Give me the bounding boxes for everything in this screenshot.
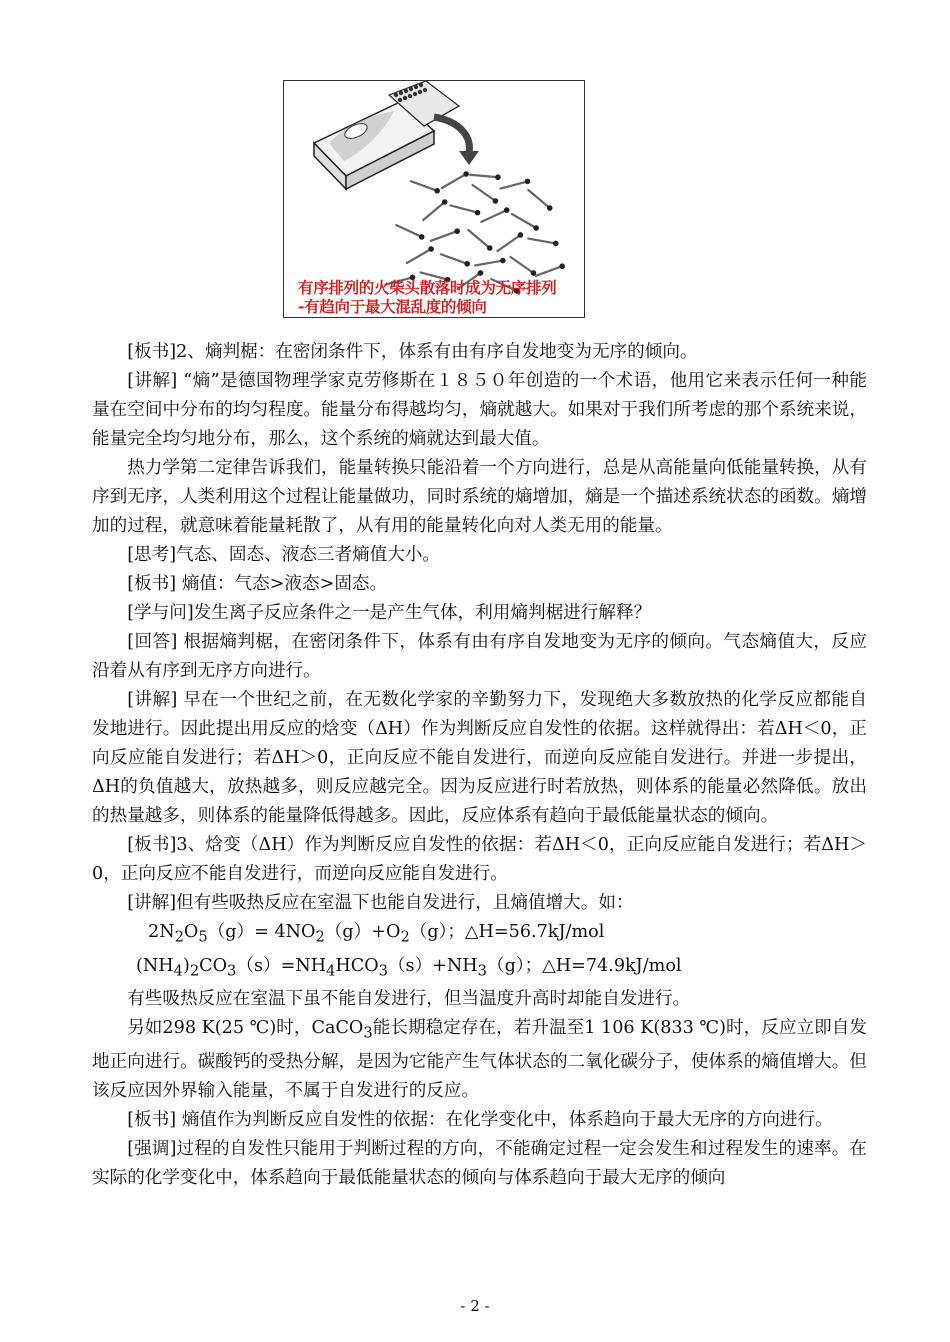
match-stick <box>528 239 556 244</box>
match-stick <box>431 231 457 241</box>
match-head <box>525 179 531 185</box>
match-head <box>504 207 510 213</box>
match-head <box>478 270 484 276</box>
match-stick <box>441 254 467 264</box>
paragraph: 有些吸热反应在室温下虽不能自发进行，但当温度升高时却能自发进行。 <box>127 989 691 1010</box>
paragraph: [学与问]发生离子反应条件之一是产生气体，利用熵判椐进行解释？ <box>127 603 652 623</box>
match-stick <box>500 181 527 188</box>
paragraph: [讲解] “熵”是德国物理学家克劳修斯在１８５０年创造的一个术语，他用它来表示任何一种能量在空间中分布的均匀程度。能量分布得越均匀，熵就越大。如果对于我们所考虑的那个系统来说，能量完全均匀地分布，那么，这个系统的熵就达到最大值。 <box>92 371 867 449</box>
match-stick <box>528 190 549 208</box>
match-stick <box>475 261 503 266</box>
equation-nh4-co3: $(NH_4)_2CO_3(s)=NH_4HCO_3(s)+NH_3(g)$；△H=74.9kJ/mol <box>136 955 682 980</box>
matchbox-icon <box>314 81 459 189</box>
document-body <box>92 338 867 1193</box>
matches-figure <box>283 80 585 318</box>
paragraph: [回答] 根据熵判椐，在密闭条件下，体系有由有序自发地变为无序的倾向。气态熵值大，反应沿着从有序到无序方向进行。 <box>92 632 867 681</box>
paragraph: [讲解] 早在一个世纪之前，在无数化学家的辛勤努力下，发现绝大多数放热的化学反应都能自发地进行。因此提出用反应的焓变（ΔH）作为判断反应自发性的依据。这样就得出：若ΔH＜0，正向反应能自发进行；若ΔH＞0，正向反应不能自发进行，而逆向反应能自发进行。并进一步提出，ΔH的负值越大，放热越多，则反应越完全。因为反应进行时若放热，则体系的能量必然降低。放出的热量越多，则体系的能量降低得越多。因此，反应体系有趋向于最低能量状态的倾向。 <box>92 690 867 826</box>
paragraph: [板书]3、焓变（ΔH）作为判断反应自发性的依据：若ΔH＜0，正向反应能自发进行；若ΔH＞0，正向反应不能自发进行，而逆向反应能自发进行。 <box>92 835 867 884</box>
match-head <box>559 263 565 269</box>
match-stick <box>450 205 477 212</box>
match-head <box>428 246 434 252</box>
match-stick <box>470 175 498 177</box>
paragraph-caco3: 另如298 K(25 ℃)时，CaCO$_3$能长期稳定存在，若升温至1 106 K(833 ℃)时，反应立即自发地正向进行。碳酸钙的受热分解，是因为它能产生气体状态的二氧化碳分子，使体系的熵值增大。但该反应因外界输入能量，不属于自发进行的反应。 <box>92 1018 867 1101</box>
page-number: - 2 - <box>460 1297 490 1315</box>
match-head <box>500 258 506 264</box>
match-stick <box>442 174 466 188</box>
match-stick <box>407 249 431 263</box>
match-head <box>463 171 469 177</box>
match-stick <box>396 225 421 237</box>
paragraph: [板书]2、熵判椐：在密闭条件下，体系有由有序自发地变为无序的倾向。 <box>127 342 698 362</box>
match-stick <box>411 181 437 191</box>
match-head <box>495 174 501 180</box>
paragraph: [板书] 熵值作为判断反应自发性的依据：在化学变化中，体系趋向于最大无序的方向进行。 <box>127 1109 833 1130</box>
paragraph: [思考]气态、固态、液态三者熵值大小。 <box>127 545 441 565</box>
match-stick <box>511 257 534 273</box>
match-stick <box>423 202 444 220</box>
match-stick <box>473 185 496 201</box>
match-stick <box>536 266 562 276</box>
match-head <box>493 198 499 204</box>
arrow-icon <box>434 117 479 165</box>
match-head <box>533 225 539 231</box>
paragraph: [讲解]但有些吸热反应在室温下也能自发进行，且熵值增大。如： <box>127 893 634 913</box>
match-head <box>419 234 425 240</box>
paragraph: [强调]过程的自发性只能用于判断过程的方向，不能确定过程一定会发生和过程发生的速率。在实际的化学变化中，体系趋向于最低能量状态的倾向与体系趋向于最大无序的倾向 <box>92 1138 867 1188</box>
match-head <box>553 241 559 247</box>
figure-caption-line2: -有趋向于最大混乱度的倾向 <box>298 298 487 316</box>
paragraph: [板书] 熵值：气态>液态>固态。 <box>127 574 388 594</box>
match-head <box>518 232 524 238</box>
match-head <box>442 199 448 205</box>
match-head <box>475 210 481 216</box>
match-stick <box>512 214 536 228</box>
match-stick <box>468 230 489 248</box>
match-head <box>547 205 553 211</box>
match-stick <box>481 210 506 222</box>
match-stick <box>498 235 521 251</box>
match-head <box>464 261 470 267</box>
equation-n2o5: $2N_2O_5(g)= 4NO_2(g)+O_2(g)$；△H=56.7kJ/mol <box>148 922 605 946</box>
figure-caption-line1: 有序排列的火柴头散落时成为无序排列 <box>298 279 557 297</box>
match-head <box>487 245 493 251</box>
match-head <box>434 188 440 194</box>
paragraph: 热力学第二定律告诉我们，能量转换只能沿着一个方向进行，总是从高能量向低能量转换，从有序到无序，人类利用这个过程让能量做功，同时系统的熵增加，熵是一个描述系统状态的函数。熵增加的过程，就意味着能量耗散了，从有用的能量转化向对人类无用的能量。 <box>92 458 867 536</box>
match-head <box>454 228 460 234</box>
